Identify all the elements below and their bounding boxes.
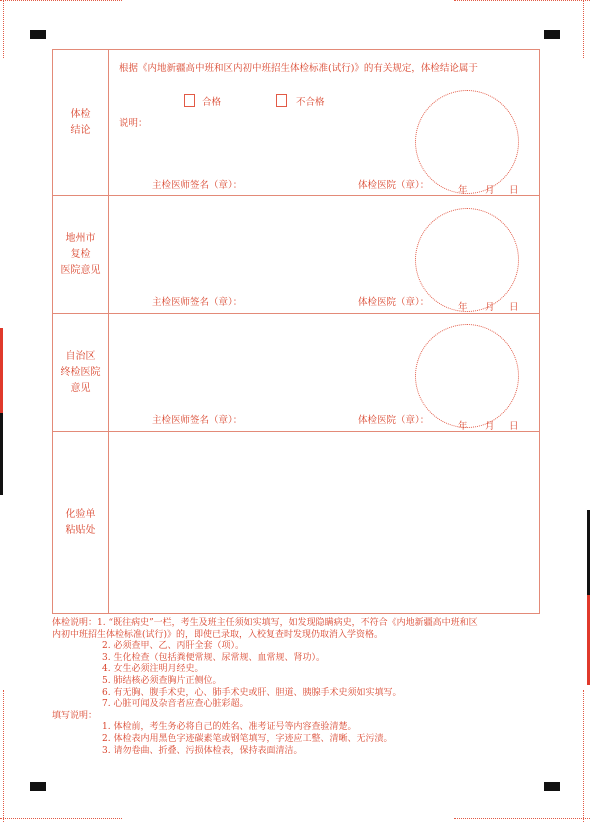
section-label-region-final-exam: 自治区 终检医院 意见 [53,314,109,431]
date-month: 月 [485,302,495,313]
notes-title: 体检说明： [52,618,98,628]
top-cut-guide [0,0,590,10]
seal-circle-2 [415,208,519,312]
date-month: 月 [485,185,495,196]
left-cut-guide-bottom [3,690,5,822]
doctor-signature-label: 主检医师签名（章）： [152,180,243,191]
section-label-lab-report: 化验单 粘贴处 [53,432,109,613]
registration-mark-bottom-right [544,782,560,791]
conclusion-intro: 根据《内地新疆高中班和区内初中班招生体检标准(试行)》的有关规定，体检结论属于 [119,63,478,74]
row-divider [53,313,539,314]
fail-checkbox[interactable] [276,94,287,107]
right-cut-guide-bottom [583,690,585,822]
date-day: 日 [509,302,519,313]
notes-line-2: 内初中班招生体检标准(试行)》的，即使已录取，入校复查时发现仍取消入学资格。 [52,629,384,640]
notes-line-7: 6. 有无胸、腹手术史，心、肺手术史或肝、胆道、胰腺手术史须如实填写。 [102,687,402,698]
fill-notes-line-1: 1. 体检前，考生务必将自己的姓名、准考证号等内容查验清楚。 [102,722,357,733]
seal-circle-3 [415,324,519,428]
registration-mark-bottom-left [30,782,46,791]
notes-line-5: 4. 女生必须注明月经史。 [102,664,204,675]
right-cut-guide [583,0,585,58]
registration-mark-top-right [544,30,560,39]
hospital-seal-label: 体检医院（章）： [358,415,430,426]
date-year: 年 [458,421,468,432]
pass-checkbox[interactable] [184,94,195,107]
hospital-seal-label: 体检医院（章）： [358,297,430,308]
section-label-prefecture-reexam: 地州市 复检 医院意见 [53,196,109,313]
fail-label: 不合格 [296,97,325,108]
bottom-cut-guide [0,818,590,828]
date-month: 月 [485,421,495,432]
notes-line-6: 5. 肺结核必须查胸片正侧位。 [102,675,222,686]
left-edge-bar-red [0,328,3,413]
notes-line-8: 7. 心脏可闻及杂音者应查心脏彩超。 [102,699,249,710]
explain-label: 说明： [119,118,148,129]
section-label-conclusion: 体检 结论 [53,50,109,195]
notes-line-4: 3. 生化检查（包括粪便常规、尿常规、血常规、肾功）。 [102,652,325,663]
registration-mark-top-left [30,30,46,39]
seal-circle-1 [415,90,519,194]
row-divider [53,195,539,196]
exam-form-table [52,49,540,614]
notes-line-1: 体检说明：1. “既往病史”一栏，考生及班主任须如实填写，如发现隐瞒病史，不符合《内地新疆高中班和区 [52,618,478,628]
doctor-signature-label: 主检医师签名（章）： [152,297,243,308]
fill-notes-line-3: 3. 请勿卷曲、折叠、污损体检表，保持表面清洁。 [102,745,303,756]
date-year: 年 [458,302,468,313]
notes-line-3: 2. 必须查甲、乙、丙肝全套（项）。 [102,641,244,652]
pass-label: 合格 [202,97,222,108]
date-day: 日 [509,421,519,432]
fill-notes-line-2: 2. 体检表内用黑色字迹碳素笔或钢笔填写，字迹应工整、清晰、无污渍。 [102,733,393,744]
left-cut-guide [3,0,5,58]
left-edge-bar-black [0,413,3,495]
exam-notes [52,618,542,757]
date-year: 年 [458,185,468,196]
date-day: 日 [509,185,519,196]
doctor-signature-label: 主检医师签名（章）： [152,415,243,426]
hospital-seal-label: 体检医院（章）： [358,180,430,191]
fill-notes-title: 填写说明： [52,710,98,721]
lab-report-paste-area [109,432,539,613]
